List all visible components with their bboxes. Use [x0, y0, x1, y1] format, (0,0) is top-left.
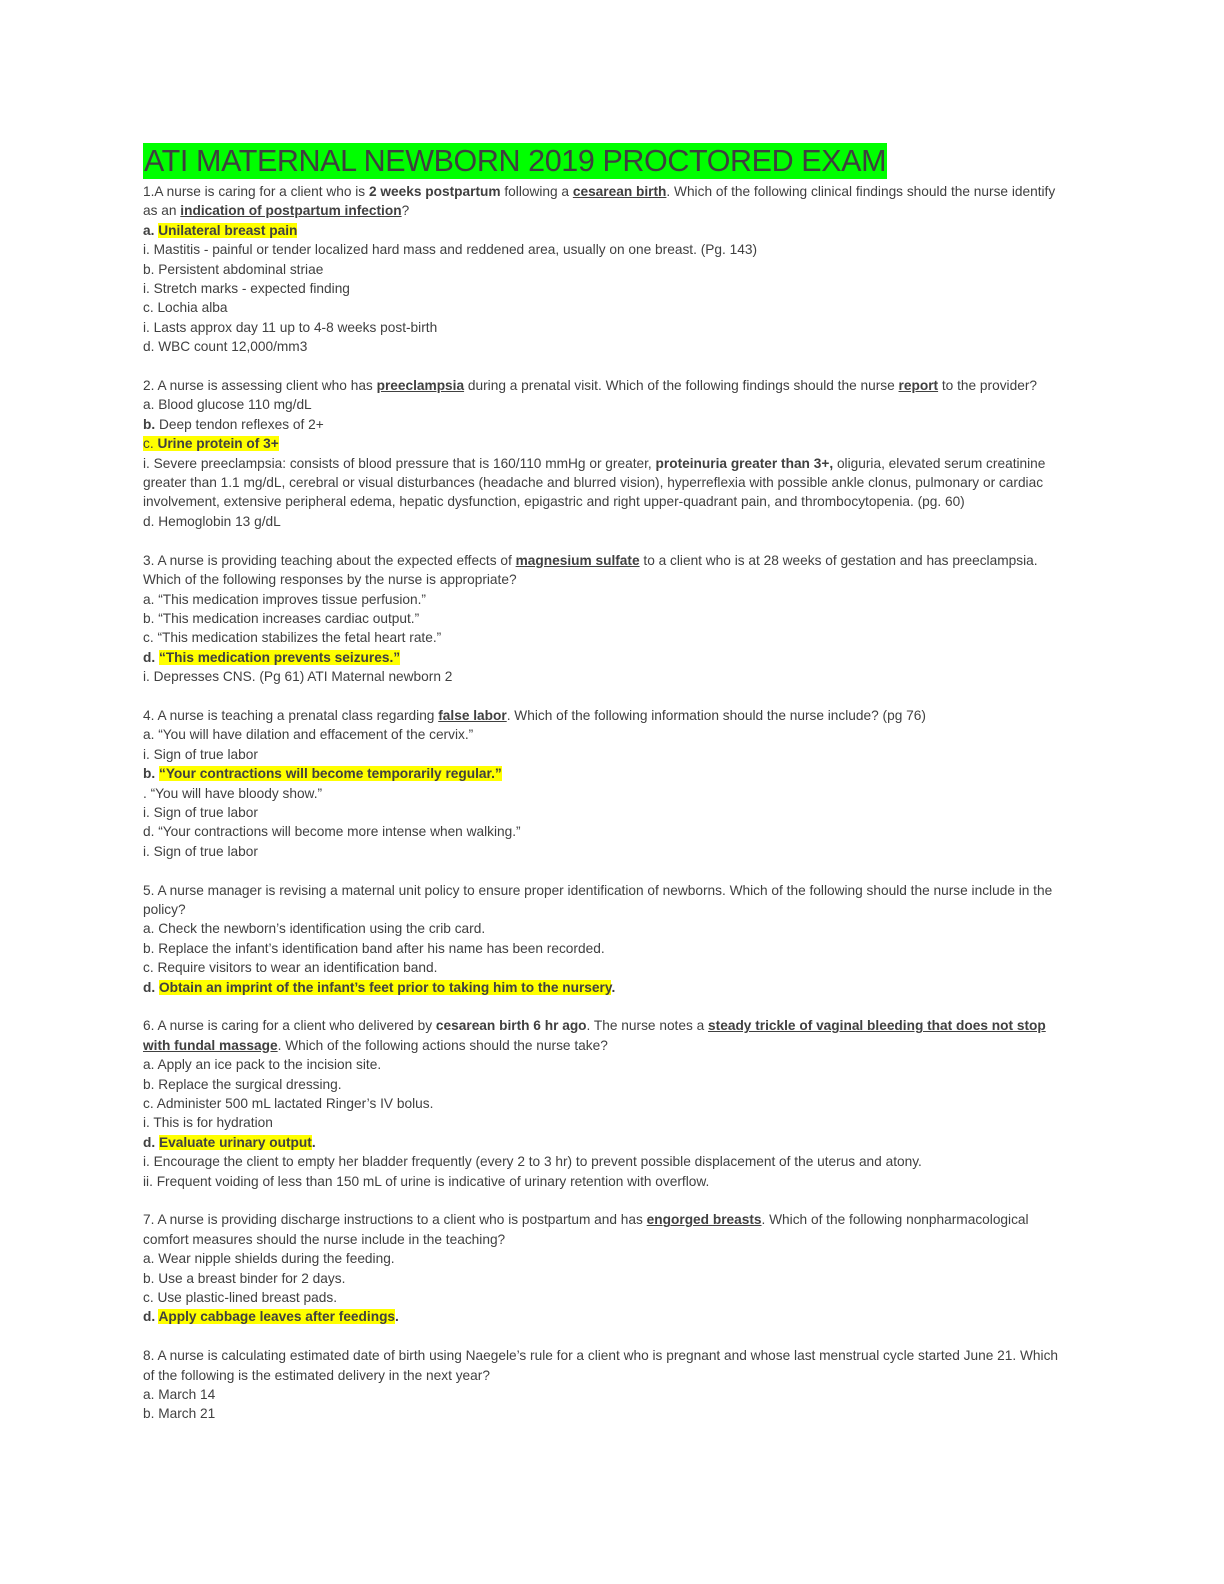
text-segment: .: [395, 1309, 399, 1325]
text-segment: d.: [143, 1134, 159, 1150]
question-stem: [143, 376, 1073, 395]
text-segment: . “You will have bloody show.”: [143, 785, 323, 801]
text-segment: a.: [143, 222, 159, 238]
text-segment: b. Replace the infant’s identification band after his name has been recorded.: [143, 940, 605, 956]
text-segment: i. This is for hydration: [143, 1115, 273, 1131]
text-segment: . Which of the following nonpharmacological comfort measures should the nurse include in the teaching?: [143, 1212, 1029, 1247]
answer-line: [143, 337, 1073, 356]
answer-line: [143, 803, 1073, 822]
highlighted-answer: “Your contractions will become temporarily regular.”: [158, 766, 502, 782]
text-segment: to the provider?: [938, 378, 1037, 394]
highlighted-answer: c.: [143, 436, 158, 452]
answer-line: [143, 590, 1073, 609]
answer-line: [143, 1249, 1073, 1268]
answer-line: [143, 1269, 1073, 1288]
text-segment: following a: [500, 184, 573, 199]
text-segment: b. Persistent abdominal striae: [143, 261, 324, 277]
text-segment: i. Lasts approx day 11 up to 4-8 weeks post-birth: [143, 319, 438, 335]
question-stem: [143, 551, 1073, 590]
highlighted-answer: Evaluate urinary output: [158, 1134, 312, 1150]
text-segment: false labor: [438, 707, 507, 723]
text-segment: during a prenatal visit. Which of the following findings should the nurse: [464, 378, 899, 394]
answer-line: [143, 1055, 1073, 1074]
answer-line: [143, 298, 1073, 317]
text-segment: proteinuria greater than 3+,: [655, 455, 834, 471]
text-segment: d.: [143, 1309, 159, 1325]
text-segment: a. “You will have dilation and effacement of the cervix.”: [143, 727, 474, 743]
text-segment: 2. A nurse is assessing client who has: [143, 378, 377, 394]
text-segment: ?: [401, 203, 410, 219]
highlighted-answer: Unilateral breast pain: [158, 222, 298, 238]
question-stem: [143, 881, 1073, 920]
question-3: [143, 551, 1073, 687]
text-segment: a. Check the newborn’s identification using the crib card.: [143, 921, 486, 937]
question-5: [143, 881, 1073, 997]
text-segment: cesarean birth: [572, 184, 667, 199]
question-1: [143, 182, 1073, 357]
text-segment: 6. A nurse is caring for a client who delivered by: [143, 1018, 436, 1034]
text-segment: i. Sign of true labor: [143, 843, 258, 859]
text-segment: b. “This medication increases cardiac output.”: [143, 610, 420, 626]
answer-line: [143, 1075, 1073, 1094]
answer-line: [143, 1113, 1073, 1132]
text-segment: oliguria, elevated serum creatinine greater than 1.1 mg/dL, cerebral or visual disturbances (headache and blurred vision), hyperreflexia with possible ankle clonus, pulmonary or cardiac involvement, extensive peripheral edema, hepatic dysfunction, epigastric and right upper-quadrant pain, and thrombocytopenia. (pg. 60): [143, 455, 1046, 510]
question-8: [143, 1346, 1073, 1424]
text-segment: indication of postpartum infection: [180, 203, 402, 219]
text-segment: i. Sign of true labor: [143, 746, 258, 762]
answer-line: [143, 667, 1073, 686]
answer-line: [143, 842, 1073, 861]
text-segment: c. Administer 500 mL lactated Ringer’s IV bolus.: [143, 1096, 434, 1112]
question-stem: [143, 706, 1073, 725]
text-segment: engorged breasts: [646, 1212, 762, 1228]
text-segment: ii. Frequent voiding of less than 150 mL of urine is indicative of urinary retention with overflow.: [143, 1173, 710, 1189]
highlighted-answer: Apply cabbage leaves after feedings: [158, 1309, 396, 1325]
text-segment: . Which of the following information should the nurse include? (pg 76): [506, 707, 926, 723]
document-title: ATI MATERNAL NEWBORN 2019 PROCTORED EXAM: [144, 144, 887, 178]
answer-line: [143, 221, 1073, 240]
answer-line: [143, 648, 1073, 667]
answer-line: [143, 279, 1073, 298]
text-segment: a. Apply an ice pack to the incision site.: [143, 1057, 382, 1073]
answer-line: [143, 1307, 1073, 1326]
text-segment: preeclampsia: [376, 378, 465, 394]
text-segment: i. Stretch marks - expected finding: [143, 281, 350, 297]
text-segment: b. Replace the surgical dressing.: [143, 1076, 342, 1092]
text-segment: 8. A nurse is calculating estimated date of birth using Naegele’s rule for a client who is pregnant and whose last menstrual cycle started June 21. Which of the following is the estimated delivery in the next year?: [143, 1348, 1059, 1383]
text-segment: . Which of the following actions should the nurse take?: [277, 1037, 608, 1053]
answer-line: [143, 512, 1073, 531]
text-segment: to a client who is at 28 weeks of gestation and has preeclampsia. Which of the following responses by the nurse is appropriate?: [143, 552, 1038, 588]
text-segment: 3. A nurse is providing teaching about the expected effects of: [143, 552, 516, 568]
text-segment: report: [898, 378, 939, 394]
text-segment: steady trickle of vaginal bleeding that does not stop with fundal massage: [143, 1018, 1046, 1053]
document-title-container: [143, 143, 1073, 179]
answer-line: [143, 318, 1073, 337]
text-segment: a. “This medication improves tissue perfusion.”: [143, 591, 426, 607]
text-segment: a. Blood glucose 110 mg/dL: [143, 397, 312, 413]
answer-line: [143, 1094, 1073, 1113]
answer-line: [143, 1133, 1073, 1152]
question-4: [143, 706, 1073, 861]
question-list: [143, 182, 1073, 1424]
text-segment: 1.A nurse is caring for a client who is: [143, 184, 369, 199]
answer-line: [143, 764, 1073, 783]
text-segment: i. Mastitis - painful or tender localized hard mass and reddened area, usually on one breast. (Pg. 143): [143, 242, 757, 258]
answer-line: [143, 415, 1073, 434]
text-segment: i. Sign of true labor: [143, 804, 258, 820]
answer-line: [143, 1152, 1073, 1171]
text-segment: 2 weeks postpartum: [368, 184, 501, 199]
text-segment: i. Depresses CNS. (Pg 61) ATI Maternal newborn 2: [143, 669, 453, 685]
question-stem: [143, 182, 1073, 221]
text-segment: a. March 14: [143, 1387, 216, 1403]
answer-line: [143, 260, 1073, 279]
answer-line: [143, 1172, 1073, 1191]
text-segment: 7. A nurse is providing discharge instructions to a client who is postpartum and has: [143, 1212, 647, 1228]
text-segment: d. WBC count 12,000/mm3: [143, 339, 308, 355]
answer-line: [143, 919, 1073, 938]
answer-line: [143, 958, 1073, 977]
highlighted-answer: Urine protein of 3+: [157, 436, 279, 452]
question-2: [143, 376, 1073, 531]
answer-line: [143, 978, 1073, 997]
text-segment: b. Use a breast binder for 2 days.: [143, 1270, 346, 1286]
text-segment: b.: [143, 766, 159, 782]
text-segment: . Which of the following clinical findings should the nurse identify as an: [143, 184, 1056, 219]
question-7: [143, 1210, 1073, 1326]
text-segment: .: [611, 979, 616, 995]
text-segment: magnesium sulfate: [515, 552, 640, 568]
answer-line: [143, 454, 1073, 512]
text-segment: . The nurse notes a: [586, 1018, 709, 1034]
question-6: [143, 1016, 1073, 1191]
answer-line: [143, 434, 1073, 453]
answer-line: [143, 628, 1073, 647]
text-segment: .: [311, 1134, 316, 1150]
answer-line: [143, 1385, 1073, 1404]
answer-line: [143, 784, 1073, 803]
highlighted-answer: Obtain an imprint of the infant’s feet prior to taking him to the nursery: [158, 979, 612, 995]
document-page: [143, 143, 1073, 1443]
answer-line: [143, 745, 1073, 764]
text-segment: b.: [143, 416, 156, 432]
question-stem: [143, 1210, 1073, 1249]
text-segment: i. Encourage the client to empty her bladder frequently (every 2 to 3 hr) to prevent possible displacement of the uterus and atony.: [143, 1154, 922, 1170]
text-segment: 4. A nurse is teaching a prenatal class regarding: [143, 707, 439, 723]
text-segment: d.: [143, 649, 159, 665]
text-segment: c. Use plastic-lined breast pads.: [143, 1290, 337, 1306]
text-segment: cesarean birth 6 hr ago: [435, 1018, 587, 1034]
answer-line: [143, 822, 1073, 841]
answer-line: [143, 939, 1073, 958]
answer-line: [143, 240, 1073, 259]
answer-line: [143, 395, 1073, 414]
text-segment: d.: [143, 979, 159, 995]
answer-line: [143, 609, 1073, 628]
text-segment: i. Severe preeclampsia: consists of blood pressure that is 160/110 mmHg or greater,: [143, 455, 656, 471]
text-segment: 5. A nurse manager is revising a maternal unit policy to ensure proper identification of newborns. Which of the following should the nurse include in the policy?: [143, 882, 1053, 917]
answer-line: [143, 1288, 1073, 1307]
question-stem: [143, 1346, 1073, 1385]
text-segment: d. “Your contractions will become more intense when walking.”: [143, 824, 521, 840]
answer-line: [143, 1404, 1073, 1423]
answer-line: [143, 725, 1073, 744]
text-segment: Deep tendon reflexes of 2+: [155, 416, 324, 432]
text-segment: c. Lochia alba: [143, 300, 228, 316]
text-segment: a. Wear nipple shields during the feeding.: [143, 1251, 395, 1267]
highlighted-answer: “This medication prevents seizures.”: [158, 649, 401, 665]
text-segment: c. “This medication stabilizes the fetal heart rate.”: [143, 630, 442, 646]
text-segment: c. Require visitors to wear an identification band.: [143, 960, 438, 976]
text-segment: b. March 21: [143, 1406, 216, 1422]
text-segment: d. Hemoglobin 13 g/dL: [143, 513, 281, 529]
question-stem: [143, 1016, 1073, 1055]
